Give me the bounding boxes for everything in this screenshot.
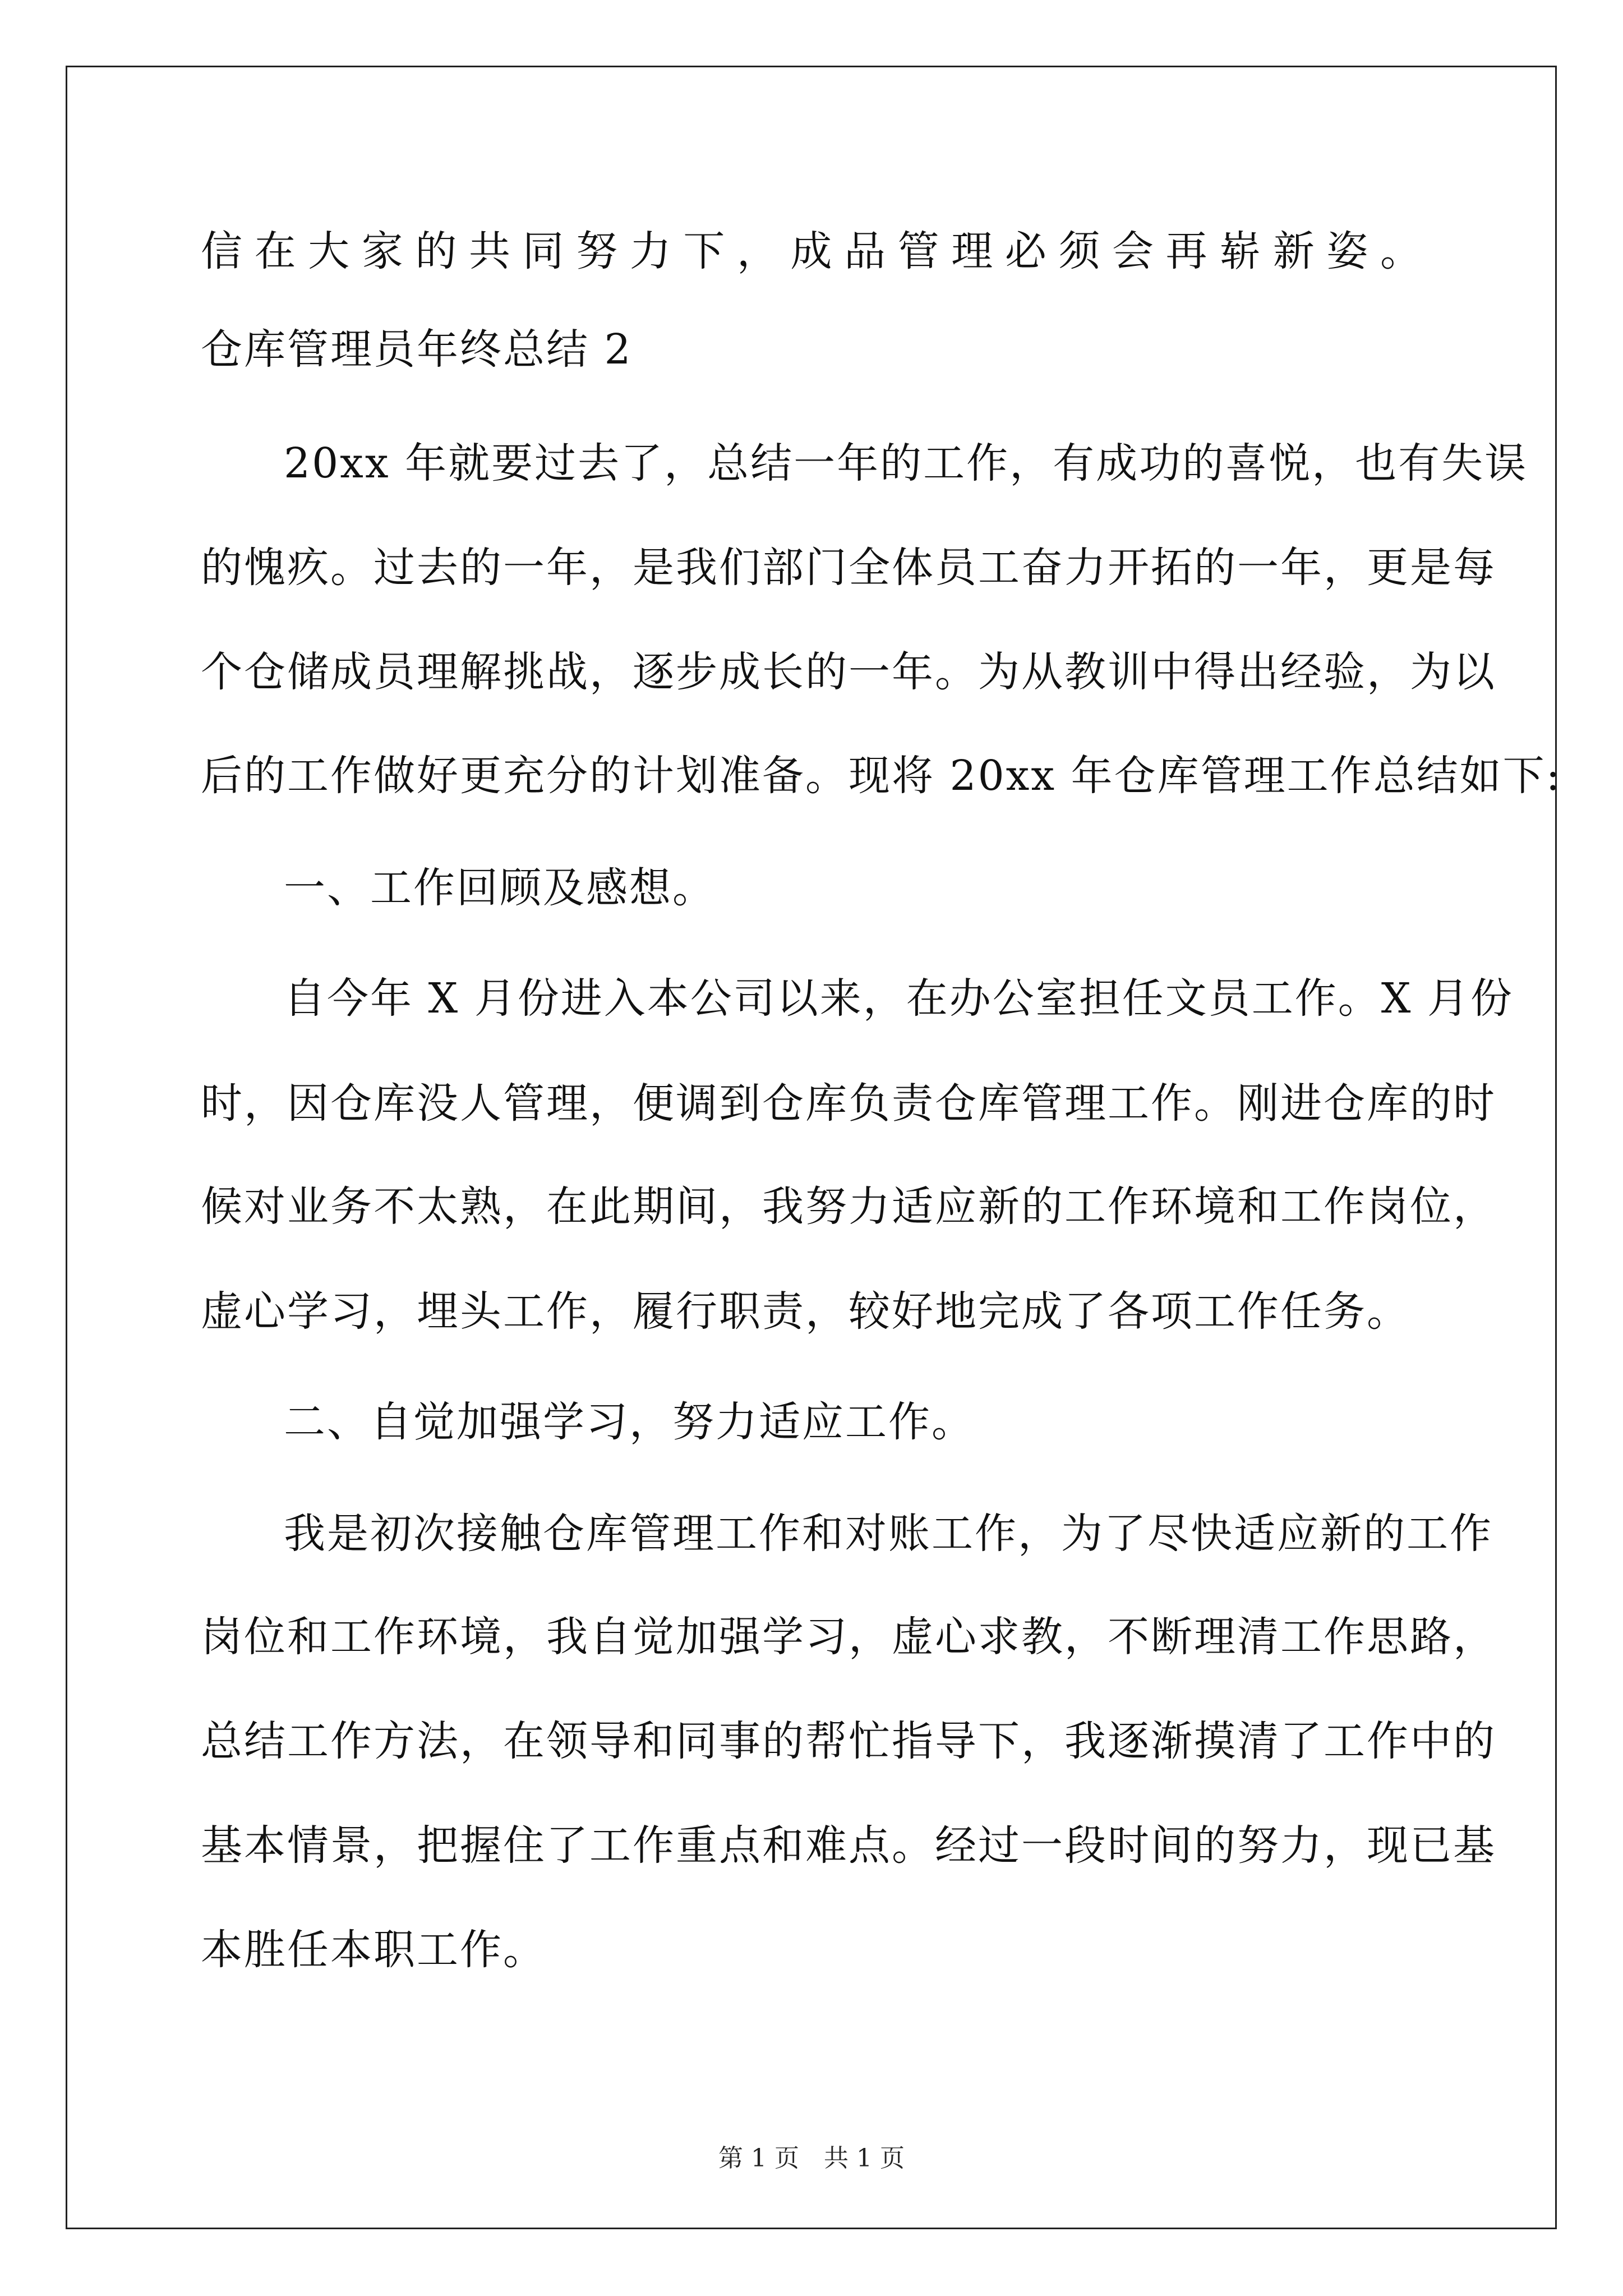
section-heading: 仓库管理员年终总结 2: [201, 325, 633, 374]
text-line: 信在大家的共同努力下，成品管理必须会再崭新姿。: [201, 227, 1423, 275]
text-line: 虚心学习，埋头工作，履行职责，较好地完成了各项工作任务。: [201, 1287, 1410, 1336]
text-line: 基本情景，把握住了工作重点和难点。经过一段时间的努力，现已基: [201, 1821, 1496, 1870]
page-footer: 第 1 页 共 1 页: [718, 2144, 905, 2173]
text-line: 候对业务不太熟，在此期间，我努力适应新的工作环境和工作岗位，: [201, 1182, 1496, 1231]
text-line: 的愧疚。过去的一年，是我们部门全体员工奋力开拓的一年，更是每: [201, 544, 1496, 592]
text-line: 自今年 X 月份进入本公司以来，在办公室担任文员工作。X 月份: [284, 974, 1514, 1023]
text-line: 后的工作做好更充分的计划准备。现将 20xx 年仓库管理工作总结如下:: [201, 752, 1562, 800]
text-line: 本胜任本职工作。: [201, 1926, 546, 1974]
page-border: [66, 66, 1562, 2229]
text-line: 岗位和工作环境，我自觉加强学习，虚心求教，不断理清工作思路，: [201, 1613, 1496, 1661]
text-line: 时，因仓库没人管理，便调到仓库负责仓库管理工作。刚进仓库的时: [201, 1079, 1496, 1128]
text-line: 我是初次接触仓库管理工作和对账工作，为了尽快适应新的工作: [284, 1510, 1493, 1558]
text-line: 总结工作方法，在领导和同事的帮忙指导下，我逐渐摸清了工作中的: [201, 1717, 1496, 1765]
subheading: 一、工作回顾及感想。: [284, 864, 716, 912]
text-line: 20xx 年就要过去了，总结一年的工作，有成功的喜悦，也有失误: [284, 439, 1528, 487]
subheading: 二、自觉加强学习，努力适应工作。: [284, 1398, 975, 1446]
text-line: 个仓储成员理解挑战，逐步成长的一年。为从教训中得出经验，为以: [201, 648, 1496, 696]
